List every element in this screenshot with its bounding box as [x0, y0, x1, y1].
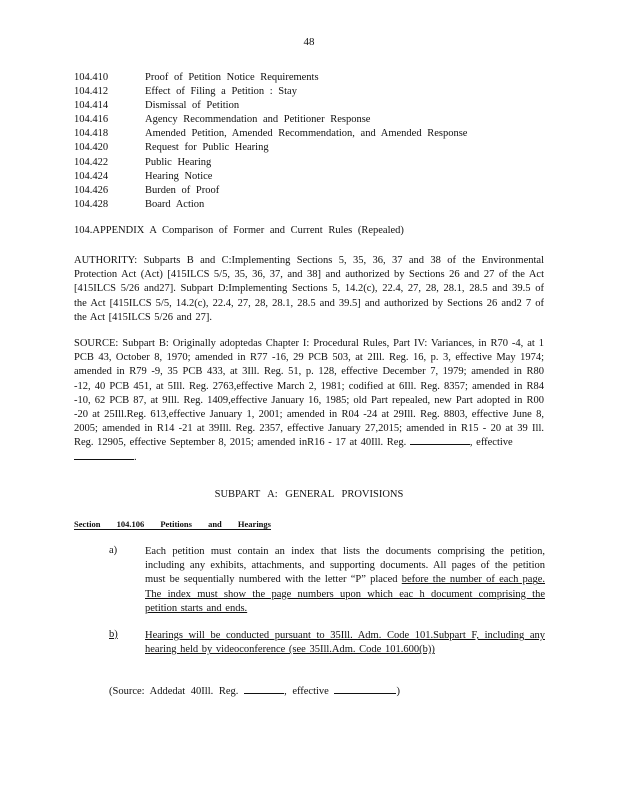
- source-text: SOURCE: Subpart B: Originally adoptedas Chapter I: Procedural Rules, Part IV: Variances, in R70 -4, at 1 PCB 43, October 8, 1970; amended in R77 -16, 29 PCB 503, at 2Ill. Reg. 16, p. 3, effective May 1974; amended in R79 -9, 35 PCB 433, at 3Ill. Reg. 51, p. 128, effective December 7, 1979; amended in R80 -12, 40 PCB 451, at 5Ill. Reg. 2763,effective March 2, 1981; codified at 6Ill. Reg. 8357; amended in R84 -10, 62 PCB 87, at 9Ill. Reg. 1409,effective January 16, 1985; old Part repealed, new Part adopted in R00 -20 at 25Ill.Reg. 613,effective January 1, 2001; amended in R04 -24 at 29Ill. Reg. 8803, effective June 8, 2005; amended in R14 -21 at 39Ill. Reg. 2357, effective January 27,2015; amended in R15 - 20 at 39 Ill. Reg. 12905, effective September 8, 2015; amended inR16 - 17 at 40Ill. Reg.: [74, 338, 544, 449]
- inserted-text: before the number of each page. The index must show the page numbers upon which eac h document comprising the petition starts and ends.: [145, 574, 546, 614]
- subsection-text: [145, 545, 545, 616]
- toc-section-title: Amended Petition, Amended Recommendation, and Amended Response: [145, 128, 468, 140]
- toc-row: [74, 156, 554, 170]
- toc-section-number: 104.426: [74, 184, 109, 196]
- toc-row: [74, 71, 554, 85]
- toc-section-title: Agency Recommendation and Petitioner Response: [145, 114, 371, 126]
- toc-row: [74, 99, 554, 113]
- toc-section-number: 104.410: [74, 72, 109, 83]
- source-note-middle: , effective: [284, 686, 329, 697]
- blank-line: [244, 684, 284, 694]
- toc-section-number: 104.428: [74, 198, 109, 210]
- blank-line: [74, 451, 134, 460]
- toc-section-number: 104.416: [74, 114, 109, 126]
- toc-section-number: 104.418: [74, 128, 109, 140]
- subsection-label: a): [109, 545, 118, 556]
- source-note-prefix: (Source: Addedat 40Ill. Reg.: [109, 686, 239, 697]
- page-number: 48: [303, 36, 315, 48]
- toc-section-title: Board Action: [145, 198, 205, 210]
- toc-section-number: 104.414: [74, 100, 109, 112]
- authority-paragraph: AUTHORITY: Subparts B and C:Implementing Sections 5, 35, 36, 37 and 38 of the Environmental Protection Act (Act) [415ILCS 5/5, 35, 36, 37, and 38] and authorized by Sections 26 and 27 of the Act [415ILCS 5/26 and27]. Subpart D:Implementing Sections 5, 14.2(c), 22.4, 27, 28, 28.1, 28.5 and 39.5 of the Act [415ILCS 5/5, 14.2(c), 22.4, 27, 28, 28.1, 28.5 and 39.5] and authorized by Sections 26 and2 7 of the Act [415ILCS 5/26 and 27].: [74, 255, 544, 323]
- blank-line: [334, 684, 396, 694]
- section-heading: [74, 519, 271, 529]
- toc-section-title: Proof of Petition Notice Requirements: [145, 72, 319, 83]
- toc-section-title: Request for Public Hearing: [145, 142, 269, 154]
- section-heading-text: Section 104.106 Petitions and Hearings: [74, 519, 271, 529]
- blank-line: [410, 436, 470, 445]
- appendix-entry: 104.APPENDIX A Comparison of Former and Current Rules (Repealed): [74, 225, 404, 236]
- toc-row: [74, 113, 554, 127]
- toc-section-title: Effect of Filing a Petition : Stay: [145, 86, 297, 98]
- toc-section-number: 104.424: [74, 170, 109, 182]
- toc-row: [74, 184, 554, 198]
- subpart-heading: SUBPART A: GENERAL PROVISIONS: [214, 489, 404, 500]
- source-note: [109, 684, 400, 697]
- source-tail: , effective: [469, 437, 513, 449]
- toc-row: [74, 127, 554, 141]
- table-of-contents: [74, 71, 554, 212]
- toc-section-number: 104.420: [74, 142, 109, 154]
- subsection-text-body: Each petition must contain an index that lists the documents comprising the petition, including any exhibits, attachments, and supporting documents. All pages of the petition must be sequentially numbered with the letter “P” placed: [145, 546, 545, 586]
- toc-section-title: Public Hearing: [145, 156, 212, 168]
- toc-section-title: Burden of Proof: [145, 184, 220, 196]
- toc-section-number: 104.422: [74, 156, 109, 168]
- toc-row: [74, 141, 554, 155]
- toc-section-title: Hearing Notice: [145, 170, 213, 182]
- toc-section-title: Dismissal of Petition: [145, 100, 240, 112]
- toc-row: [74, 170, 554, 184]
- source-paragraph: SOURCE: Subpart B: Originally adoptedas Chapter I: Procedural Rules, Part IV: Variances, in R70 -4, at 1 PCB 43, October 8, 1970; amended in R77 -16, 29 PCB 503, at 2Ill. Reg. 16, p. 3, effective May 1974; amended in R79 -9, 35 PCB 433, at 3Ill. Reg. 51, p. 128, effective December 7, 1979; amended in R80 -12, 40 PCB 451, at 5Ill. Reg. 2763,effective March 2, 1981; codified at 6Ill. Reg. 8357; amended in R84 -10, 62 PCB 87, at 9Ill. Reg. 1409,effective January 16, 1985; old Part repealed, new Part adopted in R00 -20 at 25Ill.Reg. 613,effective January 1, 2001; amended in R04 -24 at 29Ill. Reg. 8803, effective June 8, 2005; amended in R14 -21 at 39Ill. Reg. 2357, effective January 27,2015; amended in R15 - 20 at 39 Ill. Reg. 12905, effective September 8, 2015; amended inR16 - 17 at 40Ill. Reg. , effective .: [74, 338, 544, 463]
- subsection-label: b): [109, 629, 118, 640]
- toc-section-number: 104.412: [74, 86, 109, 98]
- source-note-suffix: ): [396, 686, 400, 697]
- subsection-text: Hearings will be conducted pursuant to 35Ill. Adm. Code 101.Subpart F, including any hearing held by videoconference (see 35Ill.Adm. Code 101.600(b)): [145, 630, 545, 656]
- toc-row: [74, 85, 554, 99]
- toc-row: [74, 198, 554, 212]
